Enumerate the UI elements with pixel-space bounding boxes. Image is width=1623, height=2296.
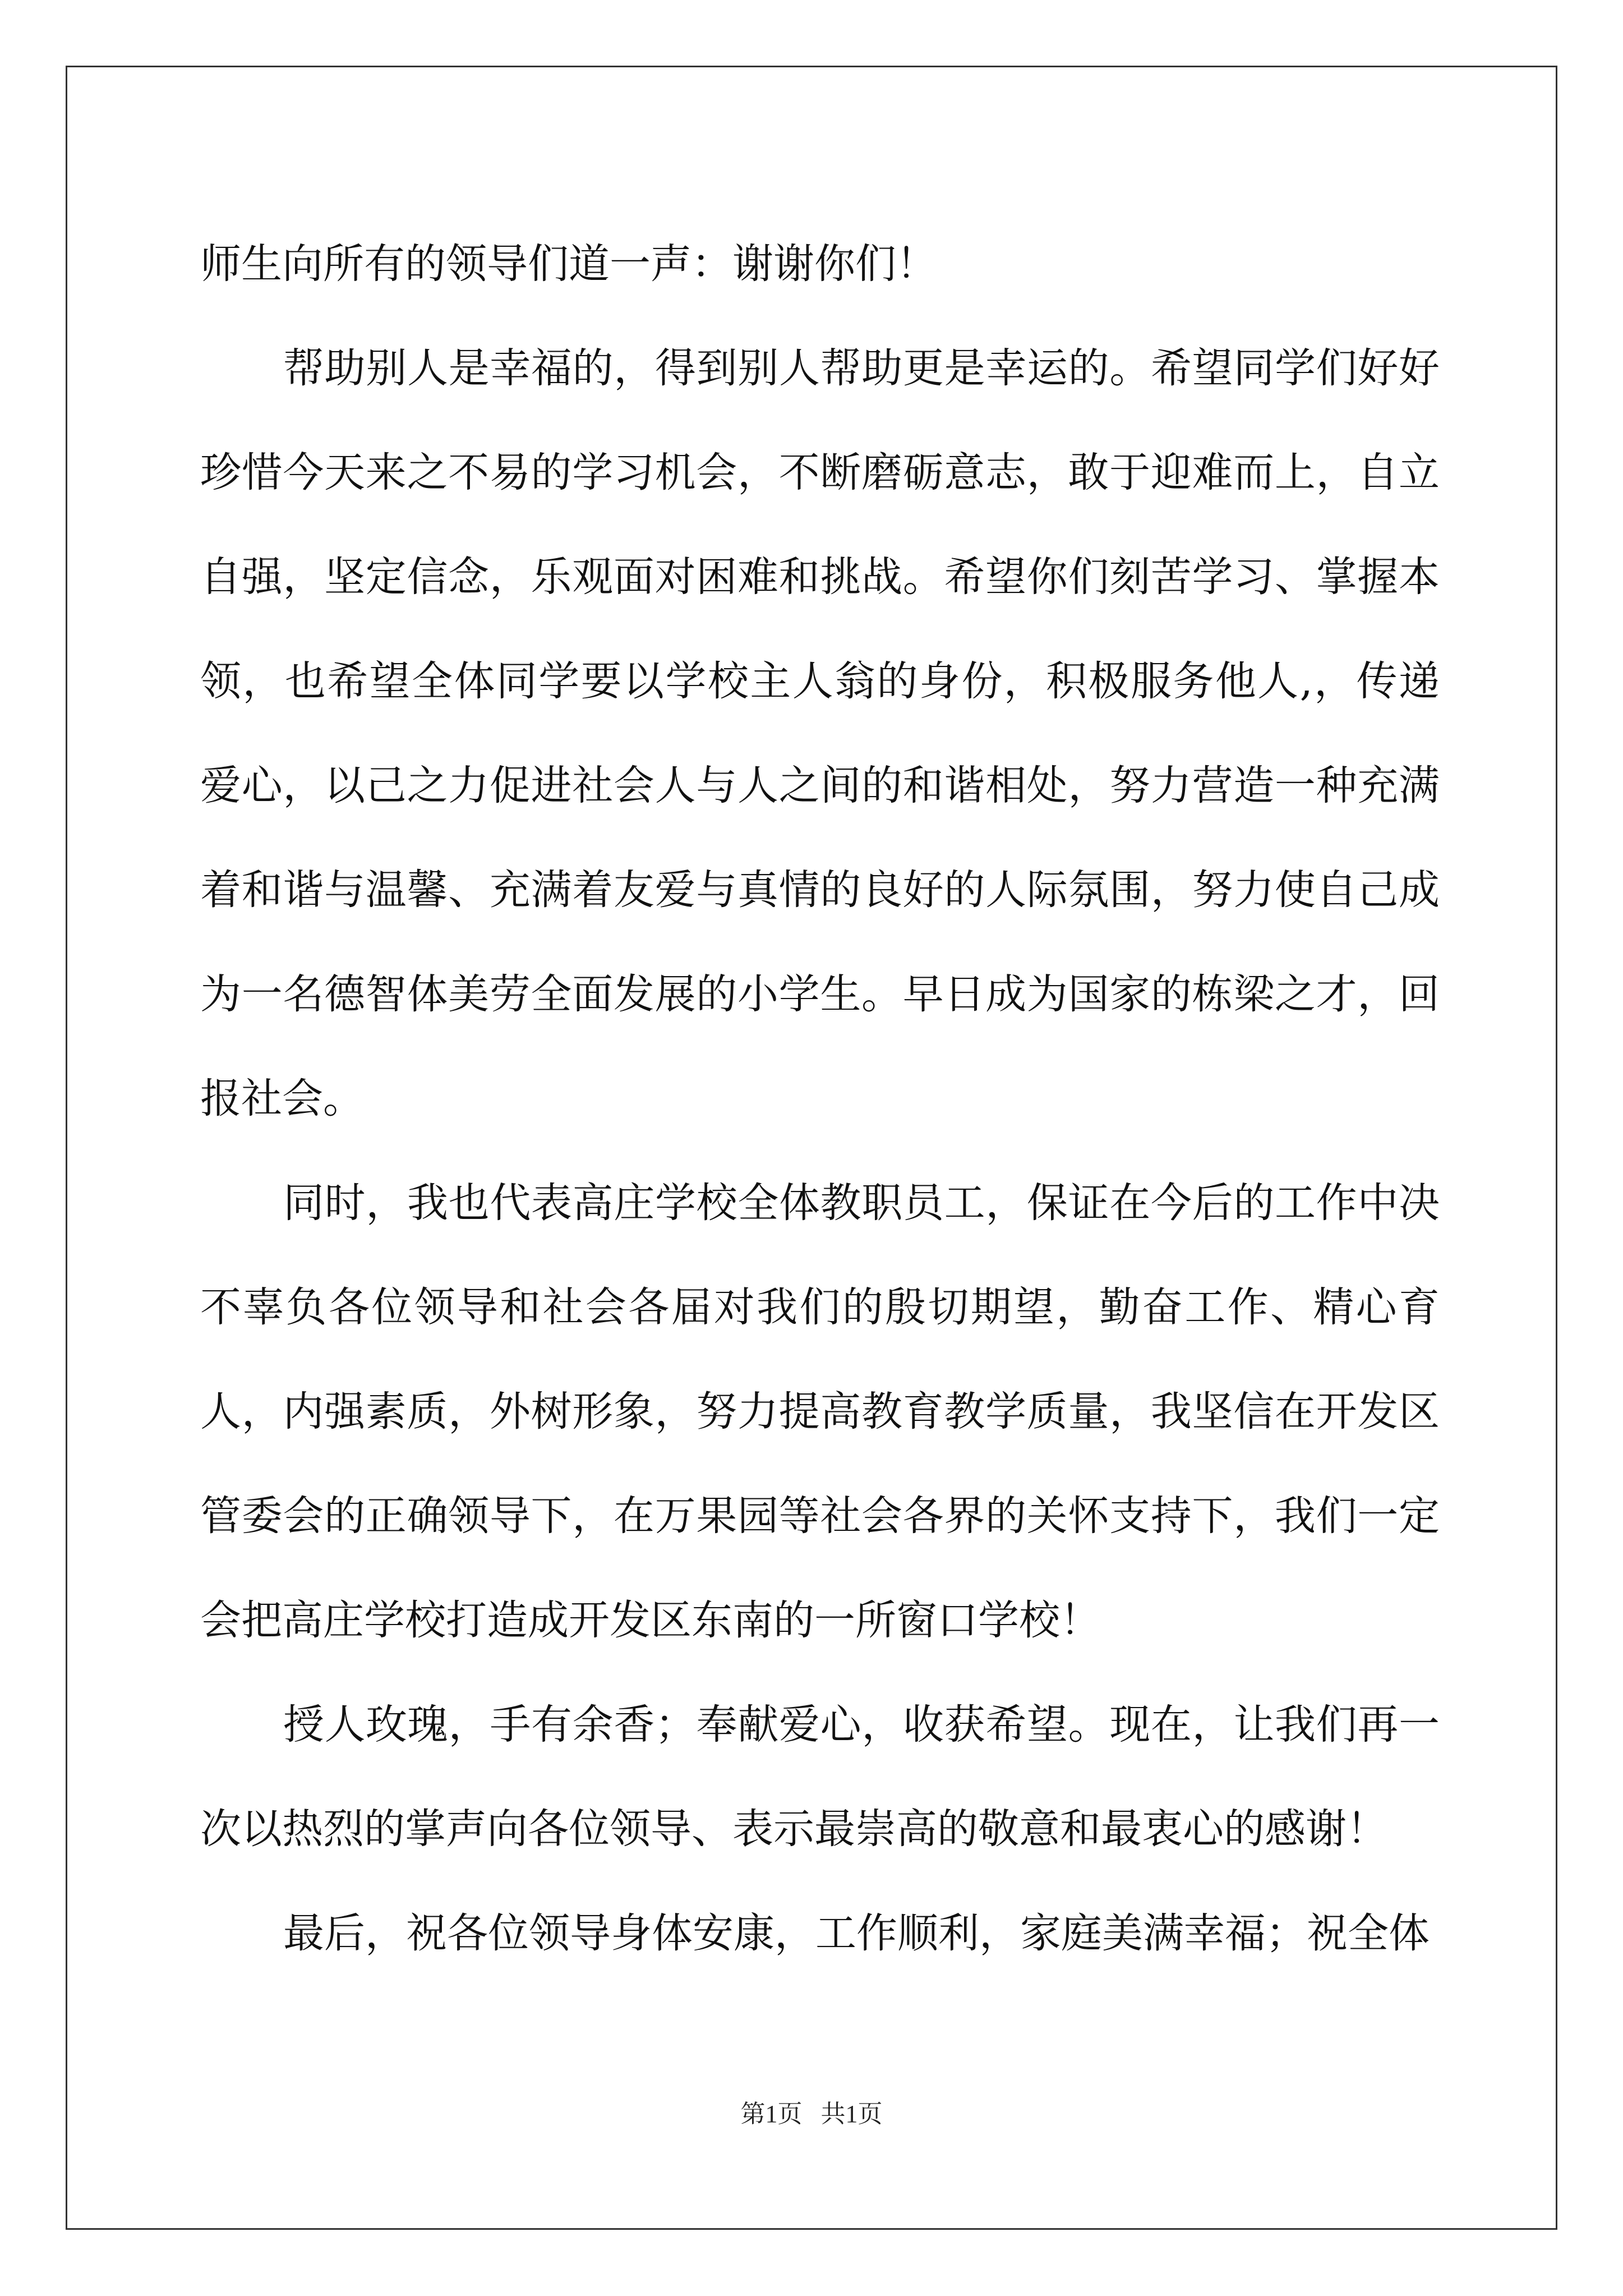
paragraph-4: 授人玫瑰，手有余香；奉献爱心，收获希望。现在，让我们再一次以热烈的掌声向各位领导、表示最崇高的敬意和最衷心的感谢！ [200, 1701, 1440, 1853]
paragraph-2: 帮助别人是幸福的，得到别人帮助更是幸运的。希望同学们好好珍惜今天来之不易的学习机会，不断磨砺意志，敢于迎难而上，自立自强，坚定信念，乐观面对困难和挑战。希望你们刻苦学习、掌握本领，也希望全体同学要以学校主人翁的身份，积极服务他人,，传递爱心，以己之力促进社会人与人之间的和谐相处，努力营造一种充满着和谐与温馨、充满着友爱与真情的良好的人际氛围，努力使自己成为一名德智体美劳全面发展的小学生。早日成为国家的栋梁之才，回报社会。 [200, 344, 1440, 1122]
document-body [200, 212, 1440, 1986]
paragraph-3: 同时，我也代表高庄学校全体教职员工，保证在今后的工作中决不辜负各位领导和社会各届对我们的殷切期望，勤奋工作、精心育人，内强素质，外树形象，努力提高教育教学质量，我坚信在开发区管委会的正确领导下，在万果园等社会各界的关怀支持下，我们一定会把高庄学校打造成开发区东南的一所窗口学校！ [200, 1179, 1440, 1644]
page-footer: 第1页 共1页 [740, 2100, 883, 2128]
paragraph-5: 最后，祝各位领导身体安康，工作顺利，家庭美满幸福；祝全体 [283, 1910, 1430, 1957]
paragraph-1: 师生向所有的领导们道一声：谢谢你们！ [200, 240, 937, 288]
